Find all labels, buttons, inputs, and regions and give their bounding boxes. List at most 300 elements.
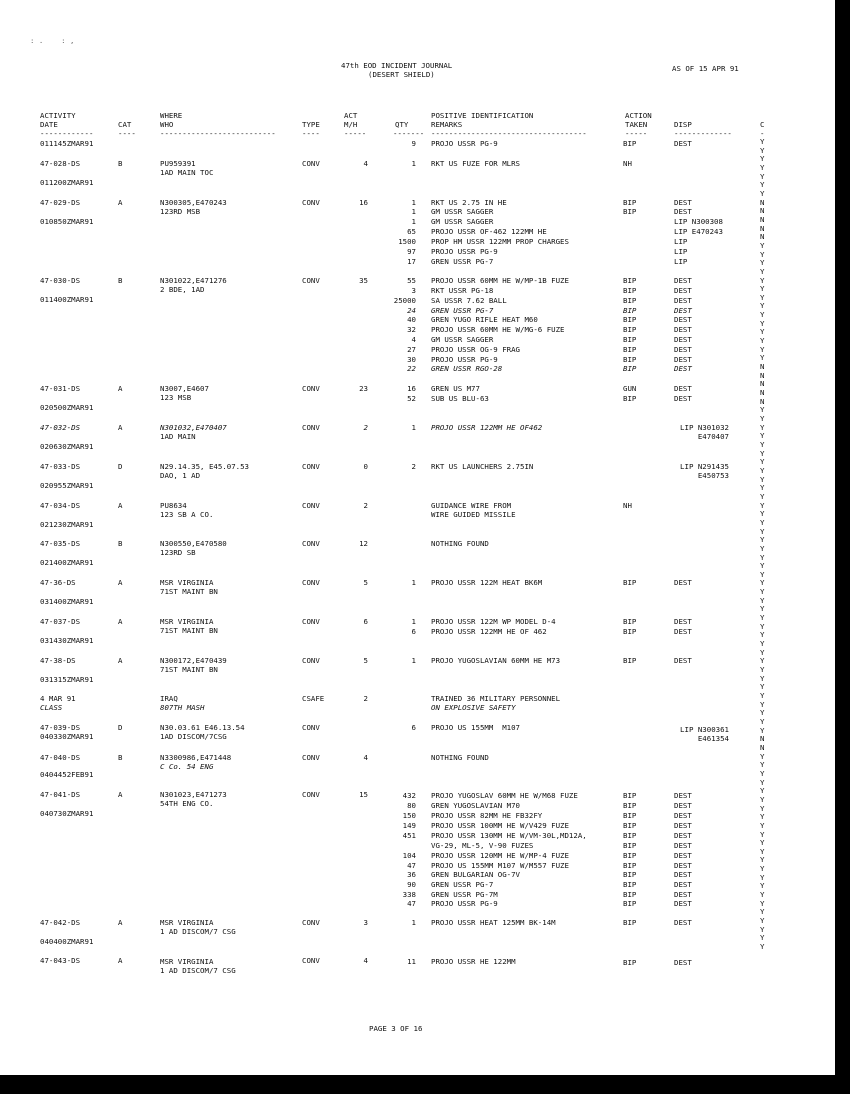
- entry-disp: DEST: [674, 364, 692, 373]
- entry-remarks: PROJO USSR 122MM HE OF462: [431, 423, 543, 432]
- entry-where: IRAQ: [160, 694, 178, 703]
- flag-value: Y: [760, 448, 765, 458]
- entry-cat: A: [118, 656, 123, 665]
- entry-remarks: PROJO USSR 122MM HE OF 462: [431, 627, 547, 636]
- entry-remarks: PROJO USSR 100MM HE W/V429 FUZE: [431, 821, 569, 830]
- entry-qty: 40: [407, 315, 416, 324]
- entry-type: CONV: [302, 753, 320, 762]
- entry-action: BIP: [623, 306, 637, 315]
- flag-value: Y: [760, 474, 765, 484]
- entry-type: CONV: [302, 578, 320, 587]
- entry-id: 47-38-DS: [40, 656, 76, 665]
- entry-remarks: PROJO US 155MM M107 W/M557 FUZE: [431, 861, 569, 870]
- entry-id: 47-030-DS: [40, 276, 81, 285]
- entry-id: 47-028-DS: [40, 159, 81, 168]
- entry-remarks: PROJO USSR 130MM HE W/VM-30L,MD12A,: [431, 831, 587, 840]
- entry-remarks: RKT USSR PG-18: [431, 286, 494, 295]
- entry-act: 2: [363, 694, 368, 703]
- entry-who: 71ST MAINT BN: [160, 626, 218, 635]
- col-taken: TAKEN: [625, 120, 648, 129]
- flag-value: Y: [760, 318, 765, 328]
- entry-disp: DEST: [674, 139, 692, 148]
- flag-value: N: [760, 379, 765, 389]
- entry-who: 123 MSB: [160, 393, 192, 402]
- scan-marks: : . : ,: [30, 36, 75, 45]
- entry-action: BIP: [623, 870, 637, 879]
- entry-type: CONV: [302, 790, 320, 799]
- entry-remarks: PROJO YUGOSLAVIAN 60MM HE M73: [431, 656, 561, 665]
- flag-value: Y: [760, 699, 765, 709]
- entry-type: CONV: [302, 918, 320, 927]
- entry-act: 4: [363, 159, 368, 168]
- entry-qty: 22: [407, 364, 416, 373]
- entry-qty: 1: [411, 423, 416, 432]
- entry-action: GUN: [623, 384, 637, 393]
- flag-value: N: [760, 734, 765, 744]
- rule-act: -----: [344, 129, 367, 138]
- entry-type: CONV: [302, 956, 320, 965]
- entry-remarks: PROJO USSR PG-9: [431, 355, 498, 364]
- flag-value: Y: [760, 647, 765, 657]
- entry-remarks-cont: VG-29, ML-5, V-90 FUZES: [431, 841, 534, 850]
- entry-disp: DEST: [674, 345, 692, 354]
- entry-where: N301023,E471273: [160, 790, 227, 799]
- entry-act: 16: [359, 198, 368, 207]
- flag-value: N: [760, 370, 765, 380]
- entry-who: 1AD MAIN TOC: [160, 168, 214, 177]
- entry-disp: DEST: [674, 384, 692, 393]
- journal-title: 47th EOD INCIDENT JOURNAL: [341, 61, 453, 70]
- entry-action: BIP: [623, 899, 637, 908]
- entry-disp: DEST: [674, 627, 692, 636]
- flag-value: Y: [760, 414, 765, 423]
- flag-value: Y: [760, 353, 765, 363]
- entry-remarks: GREN YUGOSLAVIAN M70: [431, 801, 520, 810]
- entry-qty: 52: [407, 394, 416, 403]
- entry-qty: 32: [407, 325, 416, 334]
- entry-action: BIP: [623, 890, 637, 899]
- as-of-date: AS OF 15 APR 91: [672, 64, 739, 73]
- entry-disp: DEST: [674, 617, 692, 626]
- entry-action: BIP: [623, 791, 637, 800]
- flag-value: Y: [760, 613, 765, 623]
- flag-value: Y: [760, 249, 765, 259]
- flag-value: Y: [760, 716, 765, 726]
- flag-value: Y: [760, 916, 765, 926]
- entry-action: BIP: [623, 958, 637, 967]
- entry-remarks: PROJO USSR PG-9: [431, 139, 498, 148]
- entry-date: 040400ZMAR91: [40, 937, 94, 946]
- rule-qty: -------: [393, 129, 425, 138]
- flag-value: Y: [760, 137, 765, 146]
- flag-value: Y: [760, 327, 765, 337]
- entry-cat: B: [118, 539, 123, 548]
- flag-value: Y: [760, 639, 765, 649]
- entry-type: CONV: [302, 198, 320, 207]
- entry-disp: DEST: [674, 325, 692, 334]
- col-where: WHERE: [160, 111, 183, 120]
- entry-remarks: PROJO USSR 82MM HE FB32FY: [431, 811, 543, 820]
- entry-action: BIP: [623, 801, 637, 810]
- flag-value: N: [760, 214, 765, 224]
- flag-value: Y: [760, 890, 765, 900]
- entry-who: 1AD DISCOM/7CSG: [160, 732, 227, 741]
- entry-action: BIP: [623, 139, 637, 148]
- flag-value: N: [760, 396, 765, 406]
- entry-who: DAO, 1 AD: [160, 471, 201, 480]
- entry-disp: DEST: [674, 899, 692, 908]
- entry-date: 031315ZMAR91: [40, 675, 94, 684]
- entry-qty: 6: [411, 627, 416, 636]
- entry-action: BIP: [623, 861, 637, 870]
- entry-disp: LIP: [674, 237, 688, 246]
- entry-qty: 27: [407, 345, 416, 354]
- entry-who: 71ST MAINT BN: [160, 665, 218, 674]
- entry-act: 15: [359, 790, 368, 799]
- entry-qty: 30: [407, 355, 416, 364]
- entry-qty: 9: [411, 139, 416, 148]
- entry-remarks: NOTHING FOUND: [431, 539, 489, 548]
- entry-remarks: PROJO USSR PG-9: [431, 899, 498, 908]
- entry-qty: 338: [402, 890, 416, 899]
- entry-disp: DEST: [674, 276, 692, 285]
- flag-value: Y: [760, 266, 765, 276]
- entry-remarks: SA USSR 7.62 BALL: [431, 296, 507, 305]
- col-who: WHO: [160, 120, 174, 129]
- flag-value: Y: [760, 535, 765, 545]
- flag-value: Y: [760, 154, 765, 164]
- entry-remarks: GREN YUGO RIFLE HEAT M60: [431, 315, 538, 324]
- flag-value: Y: [760, 924, 765, 934]
- entry-id: 47-031-DS: [40, 384, 81, 393]
- entry-qty: 25000: [393, 296, 416, 305]
- entry-disp: LIP: [674, 247, 688, 256]
- entry-where: MSR VIRGINIA: [160, 617, 214, 626]
- flag-value: Y: [760, 630, 765, 640]
- flag-value: Y: [760, 301, 765, 311]
- flag-value: Y: [760, 171, 765, 181]
- entry-qty: 150: [402, 811, 416, 820]
- entry-remarks: GM USSR SAGGER: [431, 217, 494, 226]
- entry-disp: DEST: [674, 286, 692, 295]
- flag-value: Y: [760, 491, 765, 501]
- entry-qty: 104: [402, 851, 416, 860]
- flag-value: N: [760, 206, 765, 216]
- entry-action: BIP: [623, 831, 637, 840]
- entry-date: 011200ZMAR91: [40, 178, 94, 187]
- entry-cat: B: [118, 753, 123, 762]
- entry-qty: 1: [411, 217, 416, 226]
- entry-disp: LIP E470243: [674, 227, 723, 236]
- entry-who: 123 SB A CO.: [160, 510, 214, 519]
- flag-value: Y: [760, 405, 765, 415]
- entry-qty: 36: [407, 870, 416, 879]
- rule-cat: ----: [118, 129, 136, 138]
- flag-value: Y: [760, 803, 765, 813]
- entry-type: CONV: [302, 384, 320, 393]
- entry-act: 0: [363, 462, 368, 471]
- flag-value: Y: [760, 942, 765, 952]
- entry-act: 5: [363, 578, 368, 587]
- flag-value: Y: [760, 561, 765, 571]
- entry-cat: A: [118, 617, 123, 626]
- entry-where: N300550,E470580: [160, 539, 227, 548]
- entry-where: N30.03.61 E46.13.54: [160, 723, 245, 732]
- entry-disp: DEST: [674, 198, 692, 207]
- entry-who: 71ST MAINT BN: [160, 587, 218, 596]
- entry-who: 807TH MASH: [160, 703, 205, 712]
- entry-act: 6: [363, 617, 368, 626]
- entry-type: CSAFE: [302, 694, 325, 703]
- rule-disp: -------------: [674, 129, 732, 138]
- flag-value: Y: [760, 656, 765, 666]
- flag-value: Y: [760, 578, 765, 588]
- entry-disp: LIP: [674, 257, 688, 266]
- rule-date: ------------: [40, 129, 94, 138]
- flag-value: Y: [760, 872, 765, 882]
- flag-value: Y: [760, 725, 765, 735]
- entry-disp: DEST: [674, 918, 692, 927]
- entry-qty: 2: [411, 462, 416, 471]
- entry-disp: DEST: [674, 355, 692, 364]
- entry-who: 1 AD DISCOM/7 CSG: [160, 966, 236, 975]
- flag-value: N: [760, 197, 765, 207]
- entry-cat: A: [118, 501, 123, 510]
- flag-value: Y: [760, 621, 765, 631]
- entry-cat: A: [118, 956, 123, 965]
- entry-act: 3: [363, 918, 368, 927]
- entry-disp: DEST: [674, 207, 692, 216]
- flag-value: Y: [760, 240, 765, 250]
- flag-value: Y: [760, 838, 765, 848]
- flag-value: N: [760, 223, 765, 233]
- flag-column: [760, 138, 764, 952]
- entry-remarks: PROJO USSR 60MM HE W/MG-6 FUZE: [431, 325, 565, 334]
- entry-disp: DEST: [674, 821, 692, 830]
- entry-date: 021400ZMAR91: [40, 558, 94, 567]
- flag-value: Y: [760, 760, 765, 770]
- entry-act: 2: [363, 423, 368, 432]
- entry-action: BIP: [623, 656, 637, 665]
- flag-value: N: [760, 362, 765, 372]
- flag-value: N: [760, 388, 765, 398]
- entry-qty: 97: [407, 247, 416, 256]
- entry-cat: A: [118, 198, 123, 207]
- flag-value: Y: [760, 673, 765, 683]
- entry-type: CONV: [302, 159, 320, 168]
- entry-cat: D: [118, 462, 123, 471]
- flag-value: Y: [760, 777, 765, 787]
- col-action: ACTION: [625, 111, 652, 120]
- entry-cat: A: [118, 384, 123, 393]
- entry-type: CONV: [302, 462, 320, 471]
- entry-date: 011145ZMAR91: [40, 139, 94, 148]
- rule-where: --------------------------: [160, 129, 276, 138]
- entry-remarks: GUIDANCE WIRE FROM: [431, 501, 512, 510]
- entry-cat: A: [118, 918, 123, 927]
- flag-value: N: [760, 232, 765, 242]
- entry-qty: 432: [402, 791, 416, 800]
- entry-type: CONV: [302, 276, 320, 285]
- entry-id: 47-040-DS: [40, 753, 81, 762]
- entry-action: BIP: [623, 578, 637, 587]
- entry-action: BIP: [623, 851, 637, 860]
- col-type: TYPE: [302, 120, 320, 129]
- entry-remarks: PROJO USSR 60MM HE W/MP-1B FUZE: [431, 276, 569, 285]
- entry-id: 47-032-DS: [40, 423, 81, 432]
- flag-value: Y: [760, 855, 765, 865]
- entry-remarks: GREN USSR PG-7: [431, 257, 494, 266]
- entry-action: NH: [623, 501, 632, 510]
- entry-cat: B: [118, 276, 123, 285]
- entry-id: 47-042-DS: [40, 918, 81, 927]
- entry-disp: DEST: [674, 578, 692, 587]
- flag-value: Y: [760, 483, 765, 493]
- flag-value: Y: [760, 310, 765, 320]
- entry-where: MSR VIRGINIA: [160, 957, 214, 966]
- entry-where: PU8634: [160, 501, 187, 510]
- entry-action: BIP: [623, 286, 637, 295]
- col-qty: QTY: [395, 120, 409, 129]
- flag-value: Y: [760, 500, 765, 510]
- entry-cat: A: [118, 790, 123, 799]
- entry-qty: 65: [407, 227, 416, 236]
- entry-act: 2: [363, 501, 368, 510]
- entry-act: 4: [363, 753, 368, 762]
- entry-action: BIP: [623, 918, 637, 927]
- entry-remarks: NOTHING FOUND: [431, 753, 489, 762]
- entry-qty: 1: [411, 159, 416, 168]
- flag-value: Y: [760, 794, 765, 804]
- flag-value: Y: [760, 162, 765, 172]
- flag-value: Y: [760, 543, 765, 553]
- entry-qty: 1: [411, 198, 416, 207]
- flag-value: Y: [760, 751, 765, 761]
- entry-qty: 47: [407, 861, 416, 870]
- entry-act: 5: [363, 656, 368, 665]
- entry-action: BIP: [623, 627, 637, 636]
- entry-cat: A: [118, 423, 123, 432]
- scan-border-bottom: [0, 1075, 850, 1094]
- entry-cat: B: [118, 159, 123, 168]
- entry-act: 23: [359, 384, 368, 393]
- entry-qty: 6: [411, 723, 416, 732]
- entry-type: CONV: [302, 656, 320, 665]
- entry-action: BIP: [623, 345, 637, 354]
- flag-value: Y: [760, 587, 765, 597]
- flag-value: Y: [760, 422, 765, 432]
- entry-id: 47-037-DS: [40, 617, 81, 626]
- entry-action: NH: [623, 159, 632, 168]
- entry-date: 020955ZMAR91: [40, 481, 94, 490]
- journal-subtitle: (DESERT SHIELD): [368, 70, 435, 79]
- flag-value: Y: [760, 768, 765, 778]
- col-c: C: [760, 120, 765, 129]
- entry-action: BIP: [623, 880, 637, 889]
- entry-qty: 24: [407, 306, 416, 315]
- entry-disp-coord: E470407: [697, 432, 729, 441]
- entry-cat: A: [118, 578, 123, 587]
- entry-action: BIP: [623, 811, 637, 820]
- flag-value: Y: [760, 336, 765, 346]
- entry-disp: DEST: [674, 811, 692, 820]
- entry-date: 020500ZMAR91: [40, 403, 94, 412]
- entry-action: BIP: [623, 364, 637, 373]
- entry-type: CONV: [302, 423, 320, 432]
- col-positive-id: POSITIVE IDENTIFICATION: [431, 111, 534, 120]
- entry-qty: 80: [407, 801, 416, 810]
- flag-value: Y: [760, 284, 765, 294]
- entry-act: 4: [363, 956, 368, 965]
- flag-value: Y: [760, 907, 765, 917]
- entry-id: 47-041-DS: [40, 790, 81, 799]
- entry-remarks: PROJO USSR 120MM HE W/MP-4 FUZE: [431, 851, 569, 860]
- flag-value: Y: [760, 258, 765, 268]
- entry-qty: 55: [407, 276, 416, 285]
- entry-remarks: GREN USSR PG-7: [431, 880, 494, 889]
- entry-qty: 1: [411, 918, 416, 927]
- flag-value: Y: [760, 933, 765, 943]
- entry-where: N300305,E470243: [160, 198, 227, 207]
- entry-action: BIP: [623, 617, 637, 626]
- col-remarks: REMARKS: [431, 120, 463, 129]
- entry-action: BIP: [623, 821, 637, 830]
- entry-remarks: PROJO USSR HE 122MM: [431, 957, 516, 966]
- entry-id: 47-035-DS: [40, 539, 81, 548]
- entry-cat: D: [118, 723, 123, 732]
- entry-action: BIP: [623, 394, 637, 403]
- entry-where: N300172,E470439: [160, 656, 227, 665]
- entry-remarks: GREN USSR RGO-28: [431, 364, 503, 373]
- entry-action: BIP: [623, 841, 637, 850]
- flag-value: Y: [760, 457, 765, 467]
- entry-date: CLASS: [40, 703, 63, 712]
- col-disp: DISP: [674, 120, 692, 129]
- entry-qty: 1500: [398, 237, 416, 246]
- entry-date: 010850ZMAR91: [40, 217, 94, 226]
- flag-value: Y: [760, 465, 765, 475]
- entry-where: MSR VIRGINIA: [160, 918, 214, 927]
- entry-who: 1 AD DISCOM/7 CSG: [160, 927, 236, 936]
- flag-value: Y: [760, 569, 765, 579]
- entry-action: BIP: [623, 276, 637, 285]
- flag-value: Y: [760, 786, 765, 796]
- entry-remarks: PROP HM USSR 122MM PROP CHARGES: [431, 237, 569, 246]
- flag-value: Y: [760, 439, 765, 449]
- entry-disp: LIP N291435: [680, 462, 729, 471]
- entry-remarks: TRAINED 36 MILITARY PERSONNEL: [431, 694, 561, 703]
- entry-disp: DEST: [674, 296, 692, 305]
- entry-disp: LIP N300361: [680, 725, 729, 734]
- entry-who: 123RD SB: [160, 548, 196, 557]
- flag-value: Y: [760, 898, 765, 908]
- entry-qty: 3: [411, 286, 416, 295]
- entry-qty: 1: [411, 617, 416, 626]
- entry-qty: 451: [402, 831, 416, 840]
- entry-qty: 1: [411, 578, 416, 587]
- col-date: DATE: [40, 120, 58, 129]
- entry-act: 12: [359, 539, 368, 548]
- entry-act: 35: [359, 276, 368, 285]
- entry-remarks: PROJO US 155MM M107: [431, 723, 520, 732]
- entry-action: BIP: [623, 296, 637, 305]
- page-number: PAGE 3 OF 16: [369, 1024, 423, 1033]
- entry-disp: DEST: [674, 831, 692, 840]
- col-c-dash: -: [760, 129, 765, 138]
- entry-disp: DEST: [674, 394, 692, 403]
- entry-where: N301032,E470407: [160, 423, 227, 432]
- flag-value: Y: [760, 682, 765, 692]
